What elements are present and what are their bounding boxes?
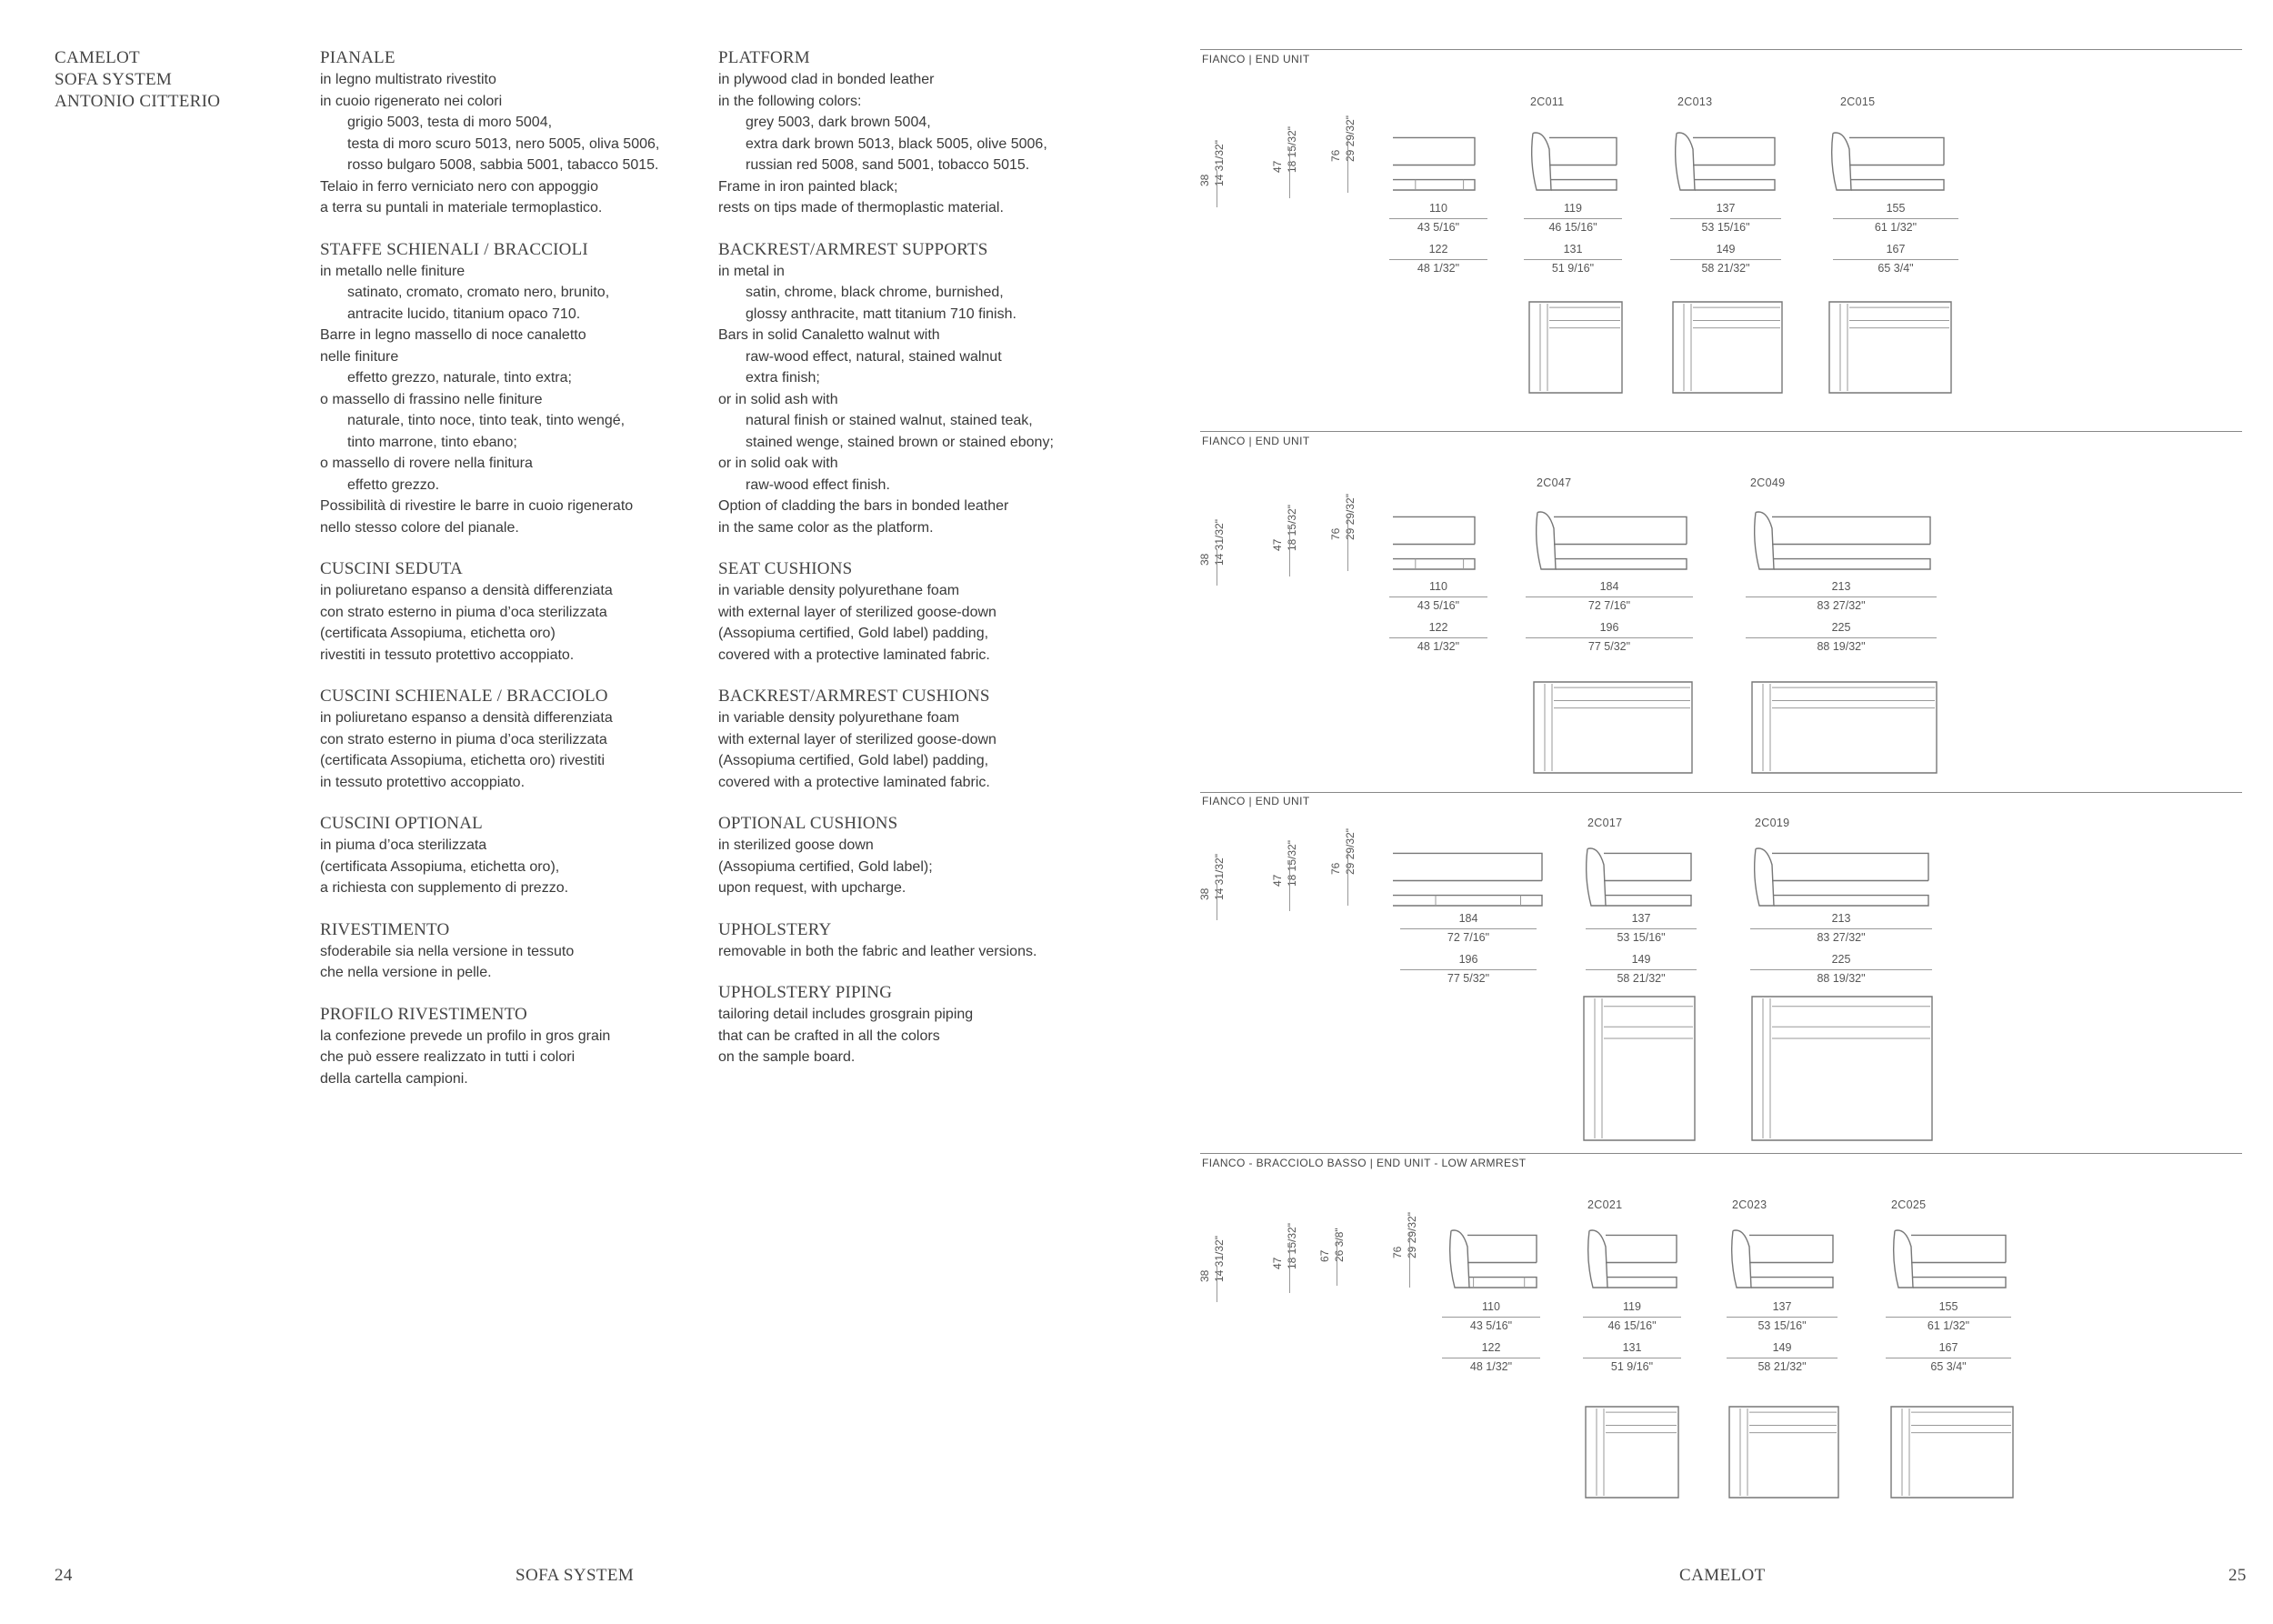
depth-in: 48 1/32" [1417,640,1460,653]
section-label: FIANCO - BRACCIOLO BASSO | END UNIT - LOW ARMREST [1202,1157,1527,1169]
spec-line: raw-wood effect finish. [746,476,890,493]
spec-line: that can be crafted in all the colors [718,1028,940,1044]
sofa-plan-view [1527,300,1627,398]
spec-heading: PLATFORM [718,48,810,67]
spec-line: in legno multistrato rivestito [320,72,496,87]
spec-line: Possibilità di rivestire le barre in cuoio rigenerato [320,498,634,514]
depth-in: 88 19/32" [1817,640,1866,653]
spec-line: Frame in iron painted black; [718,178,898,195]
width-in: 72 7/16" [1447,931,1490,944]
height-cm: 47 [1271,1257,1284,1269]
sofa-plan-view [1750,995,1938,1146]
depth-cm: 225 [1831,621,1851,634]
section-label: FIANCO | END UNIT [1202,53,1310,65]
spec-section [320,686,711,793]
model-code: 2C049 [1750,476,1786,489]
width-cm: 213 [1831,912,1851,925]
sofa-front-view [1727,1228,1844,1300]
spec-line: satinato, cromato, cromato nero, brunito, [347,285,610,300]
spec-heading: STAFFE SCHIENALI / BRACCIOLI [320,239,588,259]
height-dim-line [1347,138,1348,193]
brand-line: SOFA SYSTEM [55,70,173,89]
width-in: 72 7/16" [1587,599,1631,612]
english-specs-column [718,47,1109,1088]
spec-line: effetto grezzo. [347,476,440,493]
height-in: 29 29/32" [1344,828,1357,875]
height-cm: 47 [1271,538,1284,551]
width-cm: 119 [1564,202,1582,215]
brand-line: CAMELOT [55,48,140,67]
width-in: 43 5/16" [1417,599,1460,612]
spec-line: in piuma d’oca sterilizzata [320,837,487,853]
depth-cm: 167 [1938,1341,1958,1354]
model-code: 2C019 [1755,817,1790,829]
model-code: 2C047 [1537,476,1572,489]
dim-line [1524,259,1622,260]
spec-line: effetto grezzo, naturale, tinto extra; [347,370,572,386]
spec-line: Bars in solid Canaletto walnut with [718,327,940,343]
spec-line: (Assopiuma certified, Gold label) padding, [718,753,989,768]
dim-line [1400,928,1537,929]
spec-line: che nella versione in pelle. [320,965,492,980]
section-rule [1200,1153,2242,1154]
spec-section [320,919,711,984]
width-cm: 184 [1599,580,1619,593]
spec-line: satin, chrome, black chrome, burnished, [746,285,1004,300]
spec-line: glossy anthracite, matt titanium 710 finish. [746,306,1016,322]
width-cm: 110 [1429,202,1447,215]
sofa-front-view [1446,1228,1547,1300]
width-in: 43 5/16" [1417,221,1460,234]
dim-line [1442,1317,1540,1318]
depth-in: 88 19/32" [1817,972,1866,985]
running-head-right: CAMELOT [1679,1566,1766,1585]
spec-section [320,47,711,219]
spec-line: in tessuto protettivo accoppiato. [320,774,526,790]
depth-cm: 131 [1622,1341,1642,1354]
spec-line: russian red 5008, sand 5001, tobacco 5015. [746,157,1030,173]
depth-in: 48 1/32" [1469,1360,1513,1373]
dim-line [1670,259,1781,260]
spec-line: grey 5003, dark brown 5004, [746,115,931,130]
height-in: 29 29/32" [1344,115,1357,162]
spec-line: nello stesso colore del pianale. [320,519,519,536]
spec-line: raw-wood effect, natural, stained walnut [746,348,1002,365]
sofa-front-view [1584,1228,1687,1300]
spec-line: removable in both the fabric and leather versions. [718,943,1037,959]
spec-line: in metal in [718,263,785,279]
model-code: 2C017 [1587,817,1623,829]
spec-line: antracite lucido, titanium opaco 710. [347,306,581,322]
spec-line: with external layer of sterilized goose-down [718,731,996,747]
sofa-front-view [1389,509,1486,582]
spec-section [718,982,1109,1068]
dim-line [1389,596,1487,597]
designer-line: ANTONIO CITTERIO [55,92,221,111]
dim-line [1586,928,1697,929]
spec-line: nelle finiture [320,348,399,365]
height-cm: 76 [1329,149,1342,162]
dim-line [1400,969,1537,970]
spec-line: extra finish; [746,370,820,386]
sofa-front-view [1750,846,1939,918]
height-cm: 76 [1391,1246,1404,1258]
spec-line: in poliuretano espanso a densità differenziata [320,710,613,726]
depth-in: 58 21/32" [1701,262,1750,275]
depth-cm: 149 [1716,243,1736,256]
spec-heading: PROFILO RIVESTIMENTO [320,1004,527,1024]
dim-line [1389,259,1487,260]
spec-line: che può essere realizzato in tutti i colori [320,1049,576,1065]
model-code: 2C025 [1891,1198,1927,1211]
italian-specs-column [320,47,711,1109]
model-code: 2C013 [1677,95,1713,108]
width-in: 46 15/16" [1548,221,1597,234]
width-in: 43 5/16" [1469,1319,1513,1332]
spec-line: o massello di frassino nelle finiture [320,391,543,407]
dim-line [1389,218,1487,219]
height-dim-line [1289,147,1290,198]
dim-line [1750,928,1932,929]
height-in: 14 31/32" [1213,519,1226,566]
width-in: 83 27/32" [1817,931,1866,944]
page-number-right: 25 [2228,1566,2247,1585]
depth-cm: 122 [1428,621,1448,634]
height-dim-line [1347,851,1348,906]
spec-line: con strato esterno in piuma d’oca sterilizzata [320,604,607,620]
sofa-front-view [1389,846,1553,918]
depth-in: 58 21/32" [1617,972,1666,985]
width-cm: 155 [1886,202,1906,215]
spec-heading: UPHOLSTERY [718,919,832,939]
height-in: 18 15/32" [1286,505,1298,551]
spec-line: or in solid oak with [718,456,838,471]
dim-line [1886,1317,2011,1318]
height-cm: 38 [1198,1269,1211,1282]
spec-section [320,1004,711,1090]
spec-line: Option of cladding the bars in bonded leather [718,498,1009,514]
dim-line [1833,259,1958,260]
spec-section [718,919,1109,963]
dim-line [1750,969,1932,970]
spec-line: (Assopiuma certified, Gold label); [718,858,933,875]
spec-line: in the following colors: [718,93,862,109]
height-in: 29 29/32" [1344,494,1357,540]
width-cm: 155 [1938,1300,1958,1313]
spec-line: naturale, tinto noce, tinto teak, tinto wengé, [347,413,626,428]
spec-heading: CUSCINI SCHIENALE / BRACCIOLO [320,687,608,706]
spec-heading: CUSCINI SEDUTA [320,559,463,578]
height-in: 29 29/32" [1406,1212,1418,1258]
spec-section [718,686,1109,793]
height-cm: 67 [1318,1249,1331,1262]
depth-cm: 149 [1631,953,1651,966]
spec-section [718,813,1109,899]
dim-line [1746,637,1937,638]
spec-section [718,558,1109,666]
width-in: 53 15/16" [1617,931,1666,944]
depth-in: 58 21/32" [1757,1360,1807,1373]
height-in: 14 31/32" [1213,1236,1226,1282]
height-in: 18 15/32" [1286,840,1298,887]
spec-line: stained wenge, stained brown or stained ebony; [746,434,1054,450]
spec-line: rivestiti in tessuto protettivo accoppiato. [320,647,575,663]
spec-line: testa di moro scuro 5013, nero 5005, oliva 5006, [347,135,660,152]
spec-line: la confezione prevede un profilo in gros grain [320,1028,611,1044]
spec-line: in the same color as the platform. [718,519,934,536]
section-rule [1200,431,2242,432]
width-cm: 119 [1623,1300,1641,1313]
spec-line: Barre in legno massello di noce canaletto [320,327,586,343]
width-cm: 184 [1458,912,1478,925]
page-number-left: 24 [55,1566,73,1585]
width-cm: 137 [1631,912,1651,925]
width-in: 61 1/32" [1874,221,1918,234]
width-cm: 137 [1716,202,1736,215]
width-in: 46 15/16" [1607,1319,1657,1332]
depth-in: 51 9/16" [1551,262,1595,275]
height-dim-line [1289,526,1290,576]
depth-cm: 131 [1563,243,1583,256]
model-code: 2C015 [1840,95,1876,108]
spec-line: in plywood clad in bonded leather [718,72,935,87]
running-head-left: SOFA SYSTEM [516,1566,635,1585]
spec-line: tinto marrone, tinto ebano; [347,434,517,450]
depth-cm: 196 [1599,621,1619,634]
sofa-plan-view [1532,680,1697,778]
spec-section [718,47,1109,219]
spec-heading: CUSCINI OPTIONAL [320,814,483,833]
sofa-front-view [1889,1228,2017,1300]
width-in: 53 15/16" [1701,221,1750,234]
spec-line: rosso bulgaro 5008, sabbia 5001, tabacco 5015. [347,157,659,173]
spec-line: con strato esterno in piuma d’oca sterilizzata [320,731,607,747]
spec-line: in poliuretano espanso a densità differenziata [320,583,613,598]
spec-line: covered with a protective laminated fabric. [718,774,990,790]
sofa-plan-view [1827,300,1957,398]
depth-in: 77 5/32" [1447,972,1490,985]
spec-heading: BACKREST/ARMREST SUPPORTS [718,239,988,259]
dim-line [1526,596,1693,597]
model-code: 2C021 [1587,1198,1623,1211]
height-cm: 38 [1198,887,1211,900]
section-label: FIANCO | END UNIT [1202,795,1310,807]
depth-in: 77 5/32" [1587,640,1631,653]
width-cm: 110 [1429,580,1447,593]
model-code: 2C011 [1530,95,1565,108]
sofa-front-view [1582,846,1702,918]
width-in: 61 1/32" [1927,1319,1970,1332]
spec-section [320,813,711,899]
dim-line [1389,637,1487,638]
dim-line [1524,218,1622,219]
spec-line: in cuoio rigenerato nei colori [320,93,503,109]
spec-section [320,239,711,539]
sofa-plan-view [1750,680,1942,778]
spec-line: Telaio in ferro verniciato nero con appoggio [320,178,598,195]
model-code: 2C023 [1732,1198,1767,1211]
spec-line: sfoderabile sia nella versione in tessuto [320,943,575,959]
sofa-plan-view [1727,1405,1844,1503]
height-in: 26 3/8" [1333,1228,1346,1262]
dim-line [1746,596,1937,597]
spec-heading: OPTIONAL CUSHIONS [718,814,898,833]
depth-cm: 196 [1458,953,1478,966]
spec-line: della cartella campioni. [320,1070,468,1087]
dim-line [1727,1317,1837,1318]
height-cm: 76 [1329,862,1342,875]
height-in: 18 15/32" [1286,126,1298,173]
dim-line [1670,218,1781,219]
spec-line: rests on tips made of thermoplastic material. [718,200,1004,216]
depth-in: 51 9/16" [1610,1360,1654,1373]
height-cm: 47 [1271,874,1284,887]
spec-line: in metallo nelle finiture [320,263,466,279]
height-cm: 38 [1198,553,1211,566]
sofa-front-view [1750,509,1941,582]
height-cm: 38 [1198,174,1211,186]
dim-line [1526,637,1693,638]
section-rule [1200,49,2242,50]
sofa-plan-view [1584,1405,1684,1503]
dim-line [1586,969,1697,970]
depth-in: 65 3/4" [1877,262,1914,275]
depth-cm: 122 [1481,1341,1501,1354]
depth-in: 65 3/4" [1930,1360,1967,1373]
spec-heading: UPHOLSTERY PIPING [718,983,893,1002]
spec-line: covered with a protective laminated fabric. [718,647,990,663]
spec-line: extra dark brown 5013, black 5005, olive 5006, [746,135,1047,152]
spec-line: on the sample board. [718,1049,856,1065]
sofa-front-view [1671,130,1786,203]
spec-heading: BACKREST/ARMREST CUSHIONS [718,687,990,706]
spec-line: a richiesta con supplemento di prezzo. [320,880,569,896]
depth-cm: 149 [1772,1341,1792,1354]
sofa-front-view [1827,130,1955,203]
sofa-front-view [1532,509,1697,582]
spec-heading: PIANALE [320,48,396,67]
spec-line: (certificata Assopiuma, etichetta oro) [320,626,556,641]
depth-cm: 225 [1831,953,1851,966]
height-in: 14 31/32" [1213,140,1226,186]
sofa-front-view [1389,130,1486,203]
depth-in: 48 1/32" [1417,262,1460,275]
height-dim-line [1289,860,1290,911]
height-cm: 76 [1329,527,1342,540]
section-label: FIANCO | END UNIT [1202,435,1310,447]
collection-title [55,47,291,113]
width-in: 53 15/16" [1757,1319,1807,1332]
depth-cm: 122 [1428,243,1448,256]
spec-line: a terra su puntali in materiale termoplastico. [320,200,603,216]
height-dim-line [1409,1233,1410,1288]
height-in: 14 31/32" [1213,854,1226,900]
spec-line: in variable density polyurethane foam [718,710,960,726]
sofa-front-view [1527,130,1627,203]
height-cm: 47 [1271,160,1284,173]
spec-heading: RIVESTIMENTO [320,919,450,939]
height-in: 18 15/32" [1286,1223,1298,1269]
spec-line: in sterilized goose down [718,837,874,853]
width-in: 83 27/32" [1817,599,1866,612]
sofa-plan-view [1582,995,1700,1146]
spec-line: o massello di rovere nella finitura [320,456,533,471]
spec-line: (certificata Assopiuma, etichetta oro), [320,858,560,875]
sofa-plan-view [1671,300,1787,398]
spec-line: with external layer of sterilized goose-down [718,604,996,620]
spec-heading: SEAT CUSHIONS [718,559,853,578]
height-dim-line [1289,1242,1290,1293]
height-dim-line [1347,516,1348,571]
spec-section [718,239,1109,539]
width-cm: 137 [1772,1300,1792,1313]
spec-section [320,558,711,666]
dim-line [1583,1317,1681,1318]
sofa-plan-view [1889,1405,2018,1503]
spec-line: natural finish or stained walnut, stained teak, [746,413,1033,428]
spec-line: (Assopiuma certified, Gold label) padding, [718,626,989,641]
spec-line: tailoring detail includes grosgrain piping [718,1007,974,1022]
dim-line [1833,218,1958,219]
spec-line: (certificata Assopiuma, etichetta oro) rivestiti [320,753,606,768]
spec-line: upon request, with upcharge. [718,880,906,896]
depth-cm: 167 [1886,243,1906,256]
width-cm: 213 [1831,580,1851,593]
spec-line: grigio 5003, testa di moro 5004, [347,115,553,130]
width-cm: 110 [1482,1300,1500,1313]
spec-line: or in solid ash with [718,391,838,407]
section-rule [1200,792,2242,793]
spec-line: in variable density polyurethane foam [718,583,960,598]
